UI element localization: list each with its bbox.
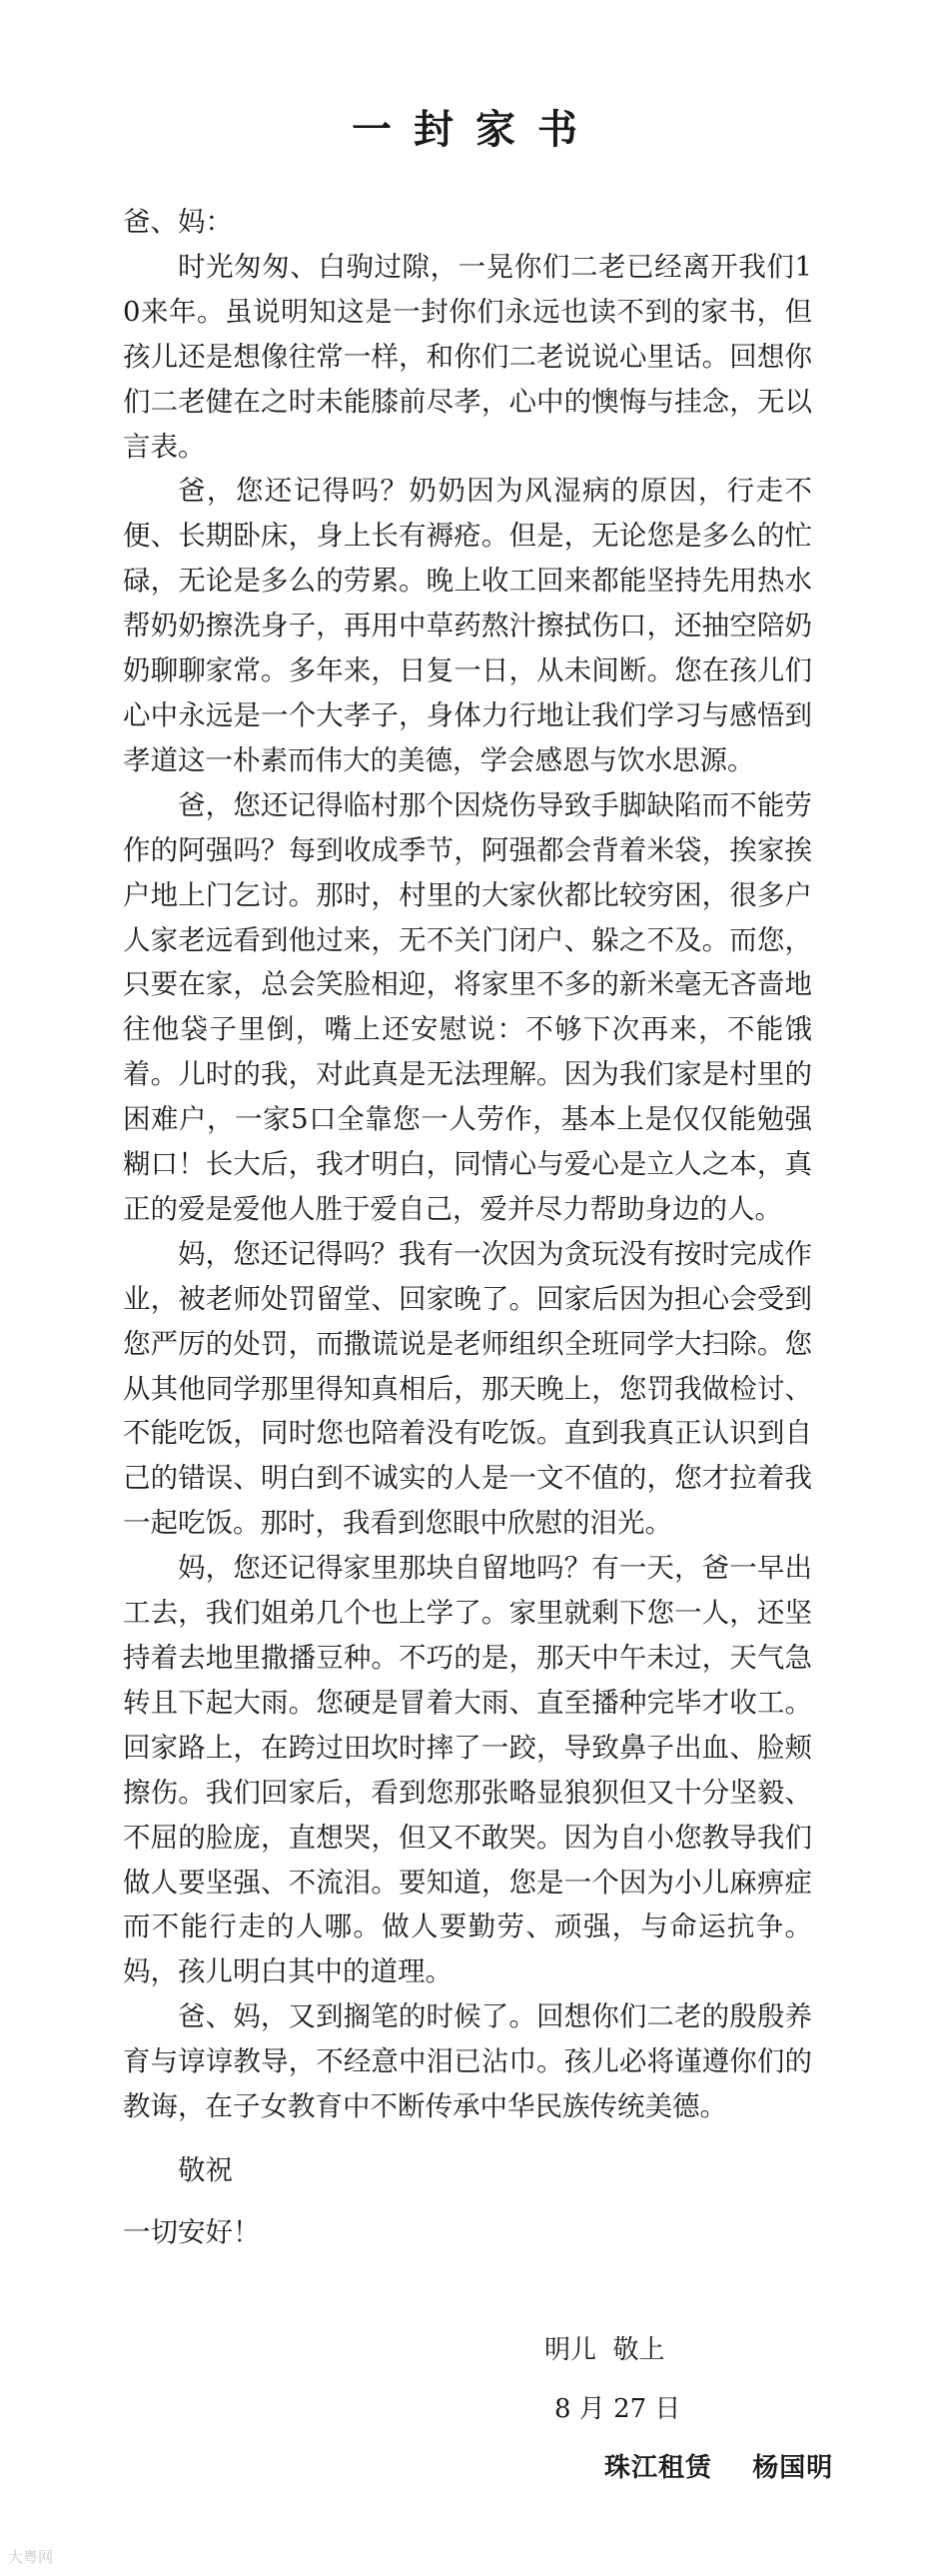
letter-title: 一封家书 — [352, 106, 599, 153]
letter-salutation: 爸、妈： — [123, 206, 233, 238]
letter-paragraph: 妈，您还记得吗？我有一次因为贪玩没有按时完成作业，被老师处罚留堂、回家晚了。回家后因为担心会受到您严厉的处罚，而撒谎说是老师组织全班同学大扫除。您从其他同学那里得知真相后，那天晚上，您罚我做检讨、不能吃饭，同时您也陪着没有吃饭。直到我真正认识到自己的错误、明白到不诚实的人是一文不值的，您才拉着我一起吃饭。那时，我看到您眼中欣慰的泪光。 — [123, 1237, 812, 1540]
letter-paragraph: 妈，您还记得家里那块自留地吗？有一天，爸一早出工去，我们姐弟几个也上学了。家里就剩下您一人，还坚持着去地里撒播豆种。不巧的是，那天中午未过，天气急转且下起大雨。您硬是冒着大雨、直至播种完毕才收工。回家路上，在跨过田坎时摔了一跤，导致鼻子出血、脸颊擦伤。我们回家后，看到您那张略显狼狈但又十分坚毅、不屈的脸庞，直想哭，但又不敢哭。因为自小您教导我们做人要坚强、不流泪。要知道，您是一个因为小儿麻痹症而不能行走的人哪。做人要勤劳、顽强，与命运抗争。妈，孩儿明白其中的道理。 — [123, 1552, 812, 1988]
letter-paragraph: 爸，您还记得吗？奶奶因为风湿病的原因，行走不便、长期卧床，身上长有褥疮。但是，无论您是多么的忙碌，无论是多么的劳累。晚上收工回来都能坚持先用热水帮奶奶擦洗身子，再用中草药熬汁擦拭伤口，还抽空陪奶奶聊聊家常。多年来，日复一日，从未间断。您在孩儿们心中永远是一个大孝子，身体力行地让我们学习与感悟到孝道这一朴素而伟大的美德，学会感恩与饮水思源。 — [123, 475, 812, 776]
letter-paragraph: 爸，您还记得临村那个因烧伤导致手脚缺陷而不能劳作的阿强吗？每到收成季节，阿强都会背着米袋，挨家挨户地上门乞讨。那时，村里的大家伙都比较穷困，很多户人家老远看到他过来，无不关门闭户、躲之不及。而您，只要在家，总会笑脸相迎，将家里不多的新米毫无吝啬地往他袋子里倒，嘴上还安慰说：不够下次再来，不能饿着。儿时的我，对此真是无法理解。因为我们家是村里的困难户，一家5口全靠您一人劳作，基本上是仅仅能勉强糊口！长大后，我才明白，同情心与爱心是立人之本，真正的爱是爱他人胜于爱自己，爱并尽力帮助身边的人。 — [123, 788, 812, 1225]
letter-paragraph: 时光匆匆、白驹过隙，一晃你们二老已经离开我们10来年。虽说明知这是一封你们永远也读不到的家书，但孩儿还是想像往常一样，和你们二老说说心里话。回想你们二老健在之时未能膝前尽孝，心中的懊悔与挂念，无以言表。 — [123, 250, 812, 463]
closing-greeting — [123, 2139, 812, 2263]
signature-name: 明儿 敬上 — [544, 2335, 665, 2365]
letter-paragraph: 爸、妈，又到搁笔的时候了。回想你们二老的殷殷养育与谆谆教导，不经意中泪已沾巾。孩儿必将谨遵你们的教诲，在子女教育中不断传承中华民族传统美德。 — [123, 2000, 812, 2123]
closing-line-2: 一切安好！ — [123, 2215, 261, 2248]
letter-body — [123, 200, 812, 2263]
signature-date: 8 月 27 日 — [554, 2394, 681, 2424]
watermark-logo: 大粤网 — [8, 2548, 54, 2566]
closing-line-1: 敬祝 — [178, 2153, 233, 2186]
signature-organization: 珠江租赁 杨国明 — [604, 2453, 834, 2483]
